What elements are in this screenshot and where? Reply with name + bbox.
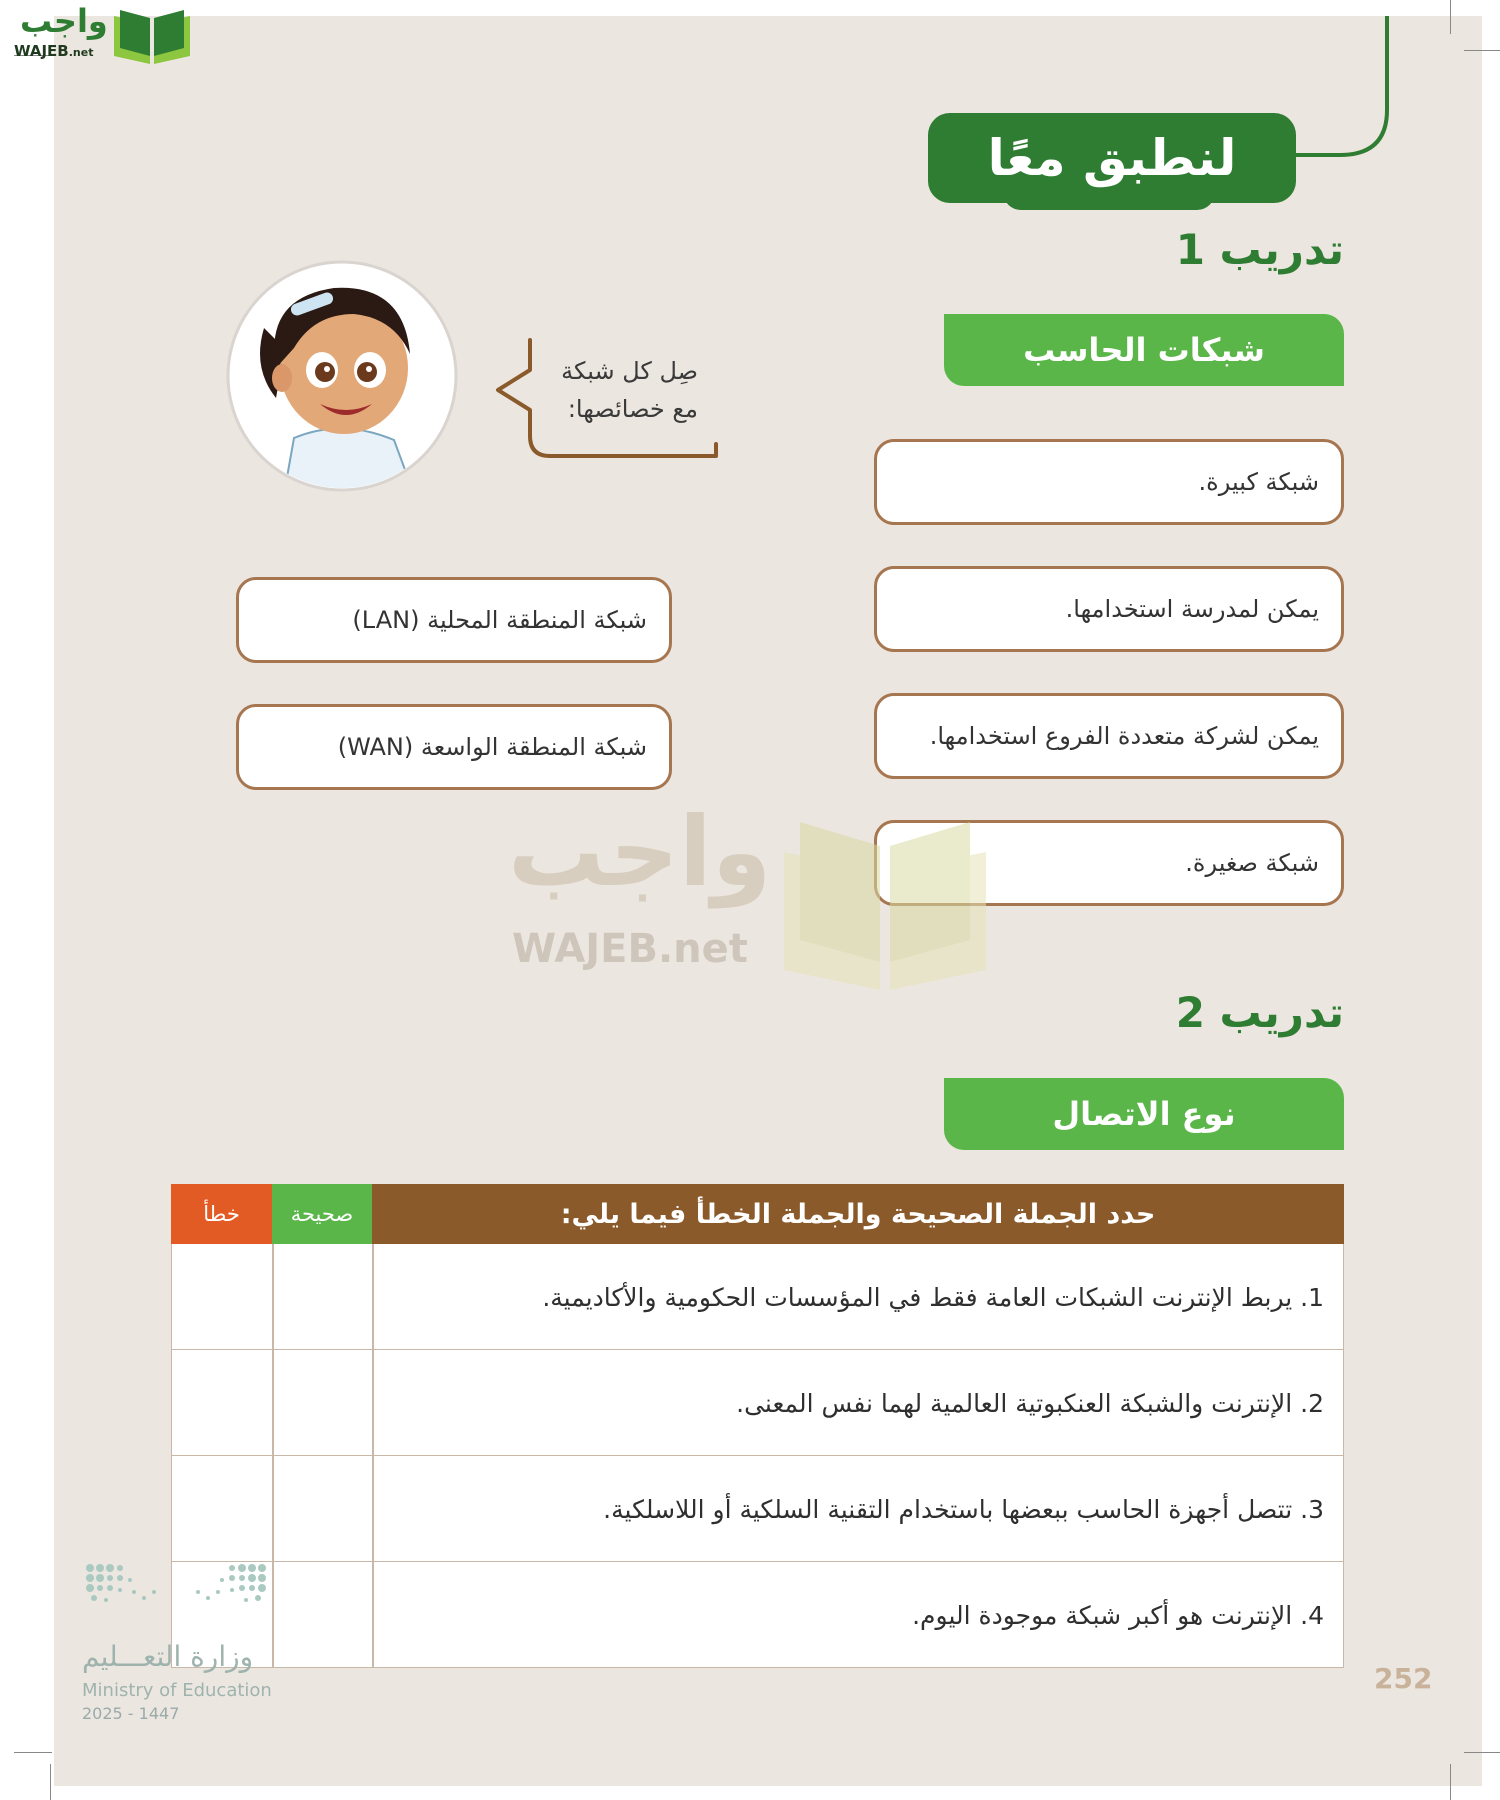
characteristic-box-2[interactable]: يمكن لمدرسة استخدامها. — [874, 566, 1344, 652]
table-border — [171, 1244, 1344, 1668]
page-title: لنطبق معًا — [928, 113, 1296, 203]
header-connector-line — [1290, 0, 1410, 170]
watermark-book-icon — [774, 812, 996, 992]
page-number: 252 — [1374, 1662, 1433, 1695]
wajeb-logo[interactable] — [10, 2, 190, 66]
table-column-divider — [372, 1244, 374, 1668]
student-character-illustration — [224, 258, 460, 494]
table-header-false: خطأ — [171, 1184, 272, 1244]
logo-latin: WAJEB.net — [14, 42, 94, 60]
watermark-latin: WAJEB.net — [512, 926, 748, 972]
crop-mark — [1450, 0, 1451, 34]
logo-arabic: واجب — [20, 2, 108, 40]
exercise-1-title: تدريب 1 — [1175, 225, 1344, 274]
watermark — [504, 796, 1004, 996]
characteristic-box-3[interactable]: يمكن لشركة متعددة الفروع استخدامها. — [874, 693, 1344, 779]
book-icon — [108, 6, 196, 66]
table-header-true: صحيحة — [272, 1184, 372, 1244]
crop-mark — [1464, 50, 1500, 51]
crop-mark — [50, 1764, 51, 1800]
table-column-divider — [272, 1244, 274, 1668]
exercise-2-title: تدريب 2 — [1175, 988, 1344, 1037]
table-header-question: حدد الجملة الصحيحة والجملة الخطأ فيما يلي: — [372, 1184, 1344, 1244]
ministry-name-english: Ministry of Education — [82, 1680, 272, 1701]
ministry-logo-dots — [84, 1562, 268, 1622]
characteristic-box-4[interactable]: شبكة صغيرة. — [874, 820, 1344, 906]
crop-mark — [1450, 1764, 1451, 1800]
statement-text: 2. الإنترنت والشبكة العنكبوتية العالمية لهما نفس المعنى. — [736, 1388, 1324, 1418]
statement-text: 1. يربط الإنترنت الشبكات العامة فقط في المؤسسات الحكومية والأكاديمية. — [542, 1282, 1324, 1312]
crop-mark — [14, 1752, 52, 1753]
true-false-table — [171, 1184, 1344, 1670]
academic-year: 2025 - 1447 — [82, 1704, 180, 1723]
statement-text: 3. تتصل أجهزة الحاسب ببعضها باستخدام التقنية السلكية أو اللاسلكية. — [603, 1494, 1324, 1524]
watermark-arabic: واجب — [508, 796, 772, 908]
characteristic-box-1[interactable]: شبكة كبيرة. — [874, 439, 1344, 525]
instruction-text — [538, 352, 698, 428]
instruction-line-2: مع خصائصها: — [567, 395, 698, 423]
network-box-lan[interactable]: شبكة المنطقة المحلية (LAN) — [236, 577, 672, 663]
exercise-1-banner: شبكات الحاسب — [944, 314, 1344, 386]
instruction-line-1: صِل كل شبكة — [561, 357, 698, 385]
crop-mark — [1464, 1752, 1500, 1753]
network-box-wan[interactable]: شبكة المنطقة الواسعة (WAN) — [236, 704, 672, 790]
ministry-name-arabic: وزارة التعـــليم — [82, 1640, 254, 1673]
exercise-2-banner: نوع الاتصال — [944, 1078, 1344, 1150]
statement-text: 4. الإنترنت هو أكبر شبكة موجودة اليوم. — [912, 1600, 1324, 1630]
